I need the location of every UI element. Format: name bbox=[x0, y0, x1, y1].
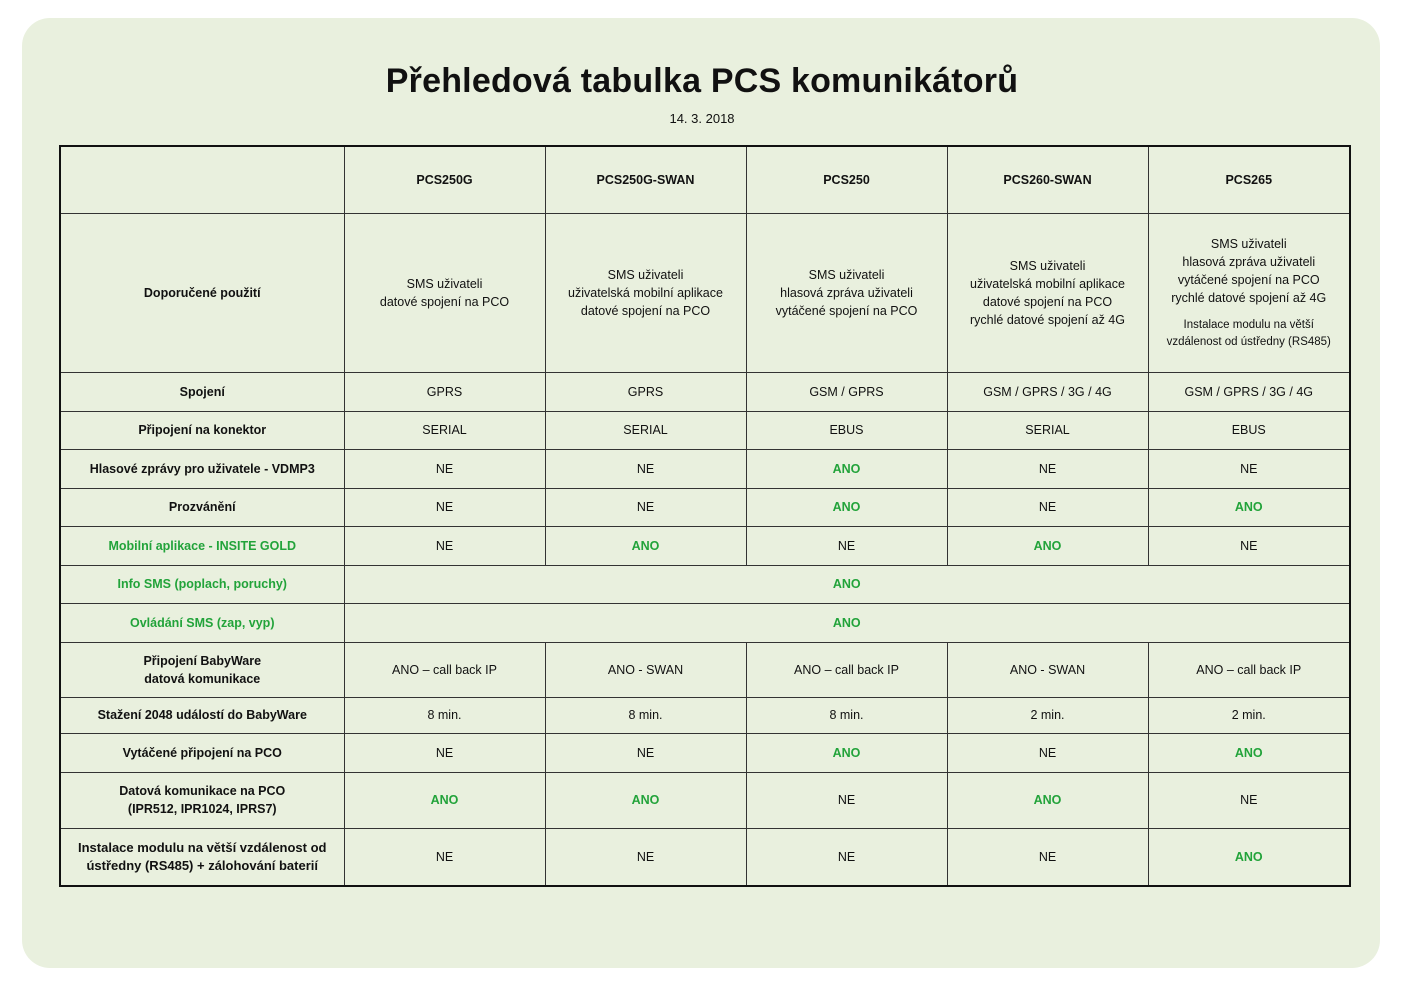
row-label bbox=[60, 526, 344, 565]
value-cell: NE bbox=[746, 828, 947, 886]
value-cell: ANO bbox=[746, 733, 947, 772]
value-cell: SERIAL bbox=[344, 411, 545, 449]
row-label bbox=[60, 772, 344, 828]
value-cell: ANO bbox=[1148, 733, 1350, 772]
value-cell: NE bbox=[947, 828, 1148, 886]
usage-note-line: vzdálenost od ústředny (RS485) bbox=[1166, 335, 1331, 348]
header-corner-cell bbox=[60, 146, 344, 213]
value-cell: ANO bbox=[947, 772, 1148, 828]
table-row bbox=[60, 697, 1350, 733]
merged-value-cell: ANO bbox=[344, 603, 1350, 642]
row-label-line: Ovládání SMS (zap, vyp) bbox=[130, 615, 275, 630]
value-cell: ANO bbox=[1148, 828, 1350, 886]
usage-line: SMS uživateli bbox=[808, 267, 885, 282]
value-cell: ANO – call back IP bbox=[344, 642, 545, 697]
row-label bbox=[60, 565, 344, 603]
value-cell: NE bbox=[1148, 449, 1350, 488]
document-date: 14. 3. 2018 bbox=[669, 111, 735, 126]
product-header-pcs265: PCS265 bbox=[1148, 146, 1350, 213]
usage-cell bbox=[545, 213, 746, 372]
table-row bbox=[60, 449, 1350, 488]
row-label bbox=[60, 411, 344, 449]
value-cell: NE bbox=[746, 772, 947, 828]
value-cell: NE bbox=[344, 488, 545, 526]
row-label-line: Datová komunikace na PCO bbox=[119, 784, 286, 798]
row-label-line: Vytáčené připojení na PCO bbox=[122, 745, 282, 760]
usage-line: hlasová zpráva uživateli bbox=[1182, 254, 1316, 269]
row-label-line: Hlasové zprávy pro uživatele - VDMP3 bbox=[89, 461, 315, 476]
usage-cell bbox=[344, 213, 545, 372]
usage-note bbox=[1155, 317, 1344, 351]
usage-line: datové spojení na PCO bbox=[580, 303, 711, 318]
usage-cell bbox=[1148, 213, 1350, 372]
value-cell: ANO bbox=[947, 526, 1148, 565]
usage-line: rychlé datové spojení až 4G bbox=[1171, 290, 1327, 305]
value-cell: 8 min. bbox=[746, 697, 947, 733]
value-cell: NE bbox=[545, 828, 746, 886]
value-cell: GSM / GPRS / 3G / 4G bbox=[947, 372, 1148, 411]
page-title: Přehledová tabulka PCS komunikátorů bbox=[385, 62, 1019, 100]
header-row bbox=[60, 146, 1350, 213]
usage-line: datové spojení na PCO bbox=[379, 294, 510, 309]
row-label-line: ústředny (RS485) + zálohování baterií bbox=[86, 857, 319, 873]
row-label-line: Instalace modulu na větší vzdálenost od bbox=[77, 839, 327, 855]
usage-line: SMS uživateli bbox=[607, 267, 684, 282]
row-label bbox=[60, 697, 344, 733]
row-label-line: Stažení 2048 událostí do BabyWare bbox=[97, 708, 307, 722]
row-label bbox=[60, 642, 344, 697]
value-cell: 8 min. bbox=[545, 697, 746, 733]
usage-line: datové spojení na PCO bbox=[982, 294, 1113, 309]
value-cell: 8 min. bbox=[344, 697, 545, 733]
value-cell: NE bbox=[947, 449, 1148, 488]
table-body bbox=[60, 146, 1350, 886]
value-cell: ANO bbox=[545, 526, 746, 565]
value-cell: ANO - SWAN bbox=[947, 642, 1148, 697]
value-cell: GSM / GPRS / 3G / 4G bbox=[1148, 372, 1350, 411]
value-cell: ANO - SWAN bbox=[545, 642, 746, 697]
value-cell: NE bbox=[344, 449, 545, 488]
value-cell: ANO bbox=[746, 488, 947, 526]
table-row bbox=[60, 603, 1350, 642]
row-label-line: (IPR512, IPR1024, IPRS7) bbox=[127, 802, 277, 816]
row-label-line: Spojení bbox=[179, 384, 225, 399]
value-cell: NE bbox=[344, 733, 545, 772]
value-cell: NE bbox=[947, 733, 1148, 772]
row-label-line: Připojení na konektor bbox=[138, 423, 267, 437]
table-row bbox=[60, 828, 1350, 886]
row-label-line: datová komunikace bbox=[144, 671, 261, 686]
usage-line: uživatelská mobilní aplikace bbox=[970, 276, 1125, 291]
table-row bbox=[60, 526, 1350, 565]
usage-line: hlasová zpráva uživateli bbox=[780, 285, 913, 300]
value-cell: EBUS bbox=[1148, 411, 1350, 449]
usage-line: SMS uživateli bbox=[1009, 258, 1086, 273]
value-cell: ANO bbox=[1148, 488, 1350, 526]
value-cell: SERIAL bbox=[947, 411, 1148, 449]
value-cell: ANO bbox=[746, 449, 947, 488]
value-cell: GSM / GPRS bbox=[746, 372, 947, 411]
row-label-line: Info SMS (poplach, poruchy) bbox=[117, 577, 287, 591]
product-header-pcs250: PCS250 bbox=[746, 146, 947, 213]
value-cell: NE bbox=[344, 828, 545, 886]
value-cell: NE bbox=[545, 488, 746, 526]
table-row bbox=[60, 733, 1350, 772]
usage-cell bbox=[947, 213, 1148, 372]
value-cell: ANO bbox=[344, 772, 545, 828]
row-label bbox=[60, 488, 344, 526]
usage-line: vytáčené spojení na PCO bbox=[1177, 272, 1320, 287]
product-header-pcs260-swan: PCS260-SWAN bbox=[947, 146, 1148, 213]
product-header-pcs250g: PCS250G bbox=[344, 146, 545, 213]
row-label-line: Připojení BabyWare bbox=[143, 653, 262, 668]
row-label-line: Mobilní aplikace - INSITE GOLD bbox=[108, 538, 297, 553]
row-label bbox=[60, 733, 344, 772]
table-row bbox=[60, 772, 1350, 828]
value-cell: NE bbox=[545, 449, 746, 488]
value-cell: NE bbox=[947, 488, 1148, 526]
row-label bbox=[60, 372, 344, 411]
value-cell: ANO – call back IP bbox=[746, 642, 947, 697]
row-label bbox=[60, 449, 344, 488]
value-cell: GPRS bbox=[545, 372, 746, 411]
usage-line: vytáčené spojení na PCO bbox=[775, 303, 918, 318]
value-cell: NE bbox=[1148, 772, 1350, 828]
value-cell: GPRS bbox=[344, 372, 545, 411]
usage-line: SMS uživateli bbox=[406, 276, 483, 291]
usage-line: rychlé datové spojení až 4G bbox=[970, 312, 1125, 327]
value-cell: NE bbox=[746, 526, 947, 565]
row-label bbox=[60, 828, 344, 886]
table-row bbox=[60, 488, 1350, 526]
merged-value-cell: ANO bbox=[344, 565, 1350, 603]
table-row bbox=[60, 565, 1350, 603]
value-cell: 2 min. bbox=[1148, 697, 1350, 733]
value-cell: ANO – call back IP bbox=[1148, 642, 1350, 697]
value-cell: NE bbox=[344, 526, 545, 565]
table-row bbox=[60, 372, 1350, 411]
comparison-table bbox=[59, 145, 1351, 887]
row-label-line: Prozvánění bbox=[168, 500, 236, 514]
value-cell: 2 min. bbox=[947, 697, 1148, 733]
table-row-usage bbox=[60, 213, 1350, 372]
value-cell: EBUS bbox=[746, 411, 947, 449]
usage-line: SMS uživateli bbox=[1210, 236, 1287, 251]
table-row bbox=[60, 411, 1350, 449]
value-cell: SERIAL bbox=[545, 411, 746, 449]
usage-line: uživatelská mobilní aplikace bbox=[568, 285, 723, 300]
value-cell: ANO bbox=[545, 772, 746, 828]
product-header-pcs250g-swan: PCS250G-SWAN bbox=[545, 146, 746, 213]
usage-note-line: Instalace modulu na větší bbox=[1183, 318, 1314, 331]
row-label: Doporučené použití bbox=[60, 213, 344, 372]
table-row bbox=[60, 642, 1350, 697]
value-cell: NE bbox=[545, 733, 746, 772]
usage-cell bbox=[746, 213, 947, 372]
row-label bbox=[60, 603, 344, 642]
value-cell: NE bbox=[1148, 526, 1350, 565]
